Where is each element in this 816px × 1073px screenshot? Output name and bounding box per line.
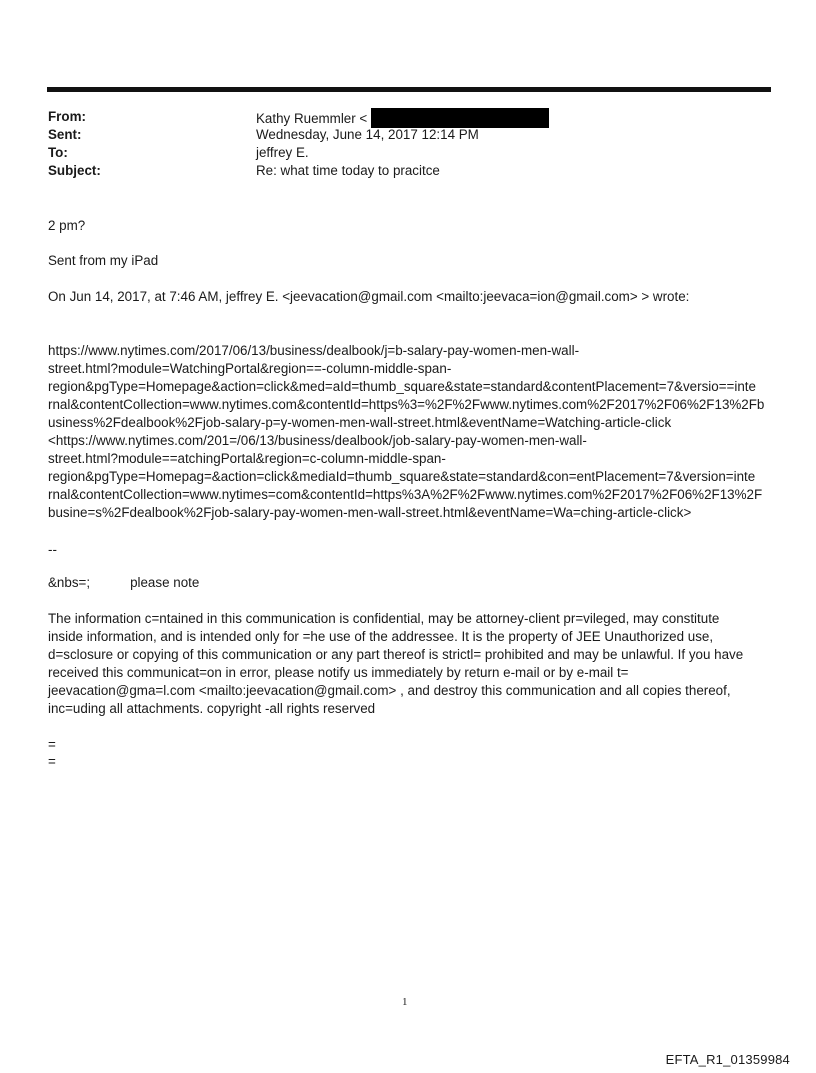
disclaimer-line: d=sclosure or copying of this communication or any part thereof is strictl= prohibited and may be unlawful. If you have (48, 647, 744, 662)
disclaimer-line: received this communicat=on in error, please notify us immediately by return e-mail or by e-mail t= (48, 665, 629, 680)
nbsp-text: &nbs=; (48, 575, 91, 590)
url-line[interactable]: street.html?module==atchingPortal&region=c-column-middle-span- (48, 451, 446, 466)
url-line[interactable]: <https://www.nytimes.com/201=/06/13/business/dealbook/job-salary-pay-women-men-wall- (48, 433, 587, 448)
from-value (256, 108, 549, 128)
subject-label: Subject: (48, 163, 101, 178)
quote-header: On Jun 14, 2017, at 7:46 AM, jeffrey E. <jeevacation@gmail.com <mailto:jeevaca=ion@gmail.com> > wrote: (48, 289, 690, 304)
sent-from-ipad: Sent from my iPad (48, 253, 159, 268)
url-line[interactable]: usiness%2Fdealbook%2Fjob-salary-p=y-women-men-wall-street.html&eventName=Watching-article-click (48, 415, 672, 430)
disclaimer-line: The information c=ntained in this communication is confidential, may be attorney-client pr=vileged, may constitute (48, 611, 720, 626)
reply-text: 2 pm? (48, 218, 86, 233)
url-line[interactable]: rnal&contentCollection=www.nytimes.com&contentId=https%3=%2F%2Fwww.nytimes.com%2F2017%2F06%2F13%2Fb (48, 397, 765, 412)
header-rule (47, 87, 771, 92)
to-label: To: (48, 145, 68, 160)
disclaimer-line: inside information, and is intended only for =he use of the addressee. It is the property of JEE Unauthorized use, (48, 629, 714, 644)
subject-value: Re: what time today to pracitce (256, 163, 440, 178)
sent-label: Sent: (48, 127, 82, 142)
equals-line-1: = (48, 737, 56, 752)
sent-value: Wednesday, June 14, 2017 12:14 PM (256, 127, 479, 142)
url-line[interactable]: region&pgType=Homepag=&action=click&mediaId=thumb_square&state=standard&con=entPlacement=7&version=inte (48, 469, 756, 484)
to-value: jeffrey E. (256, 145, 309, 160)
from-label: From: (48, 109, 86, 124)
url-line[interactable]: busine=s%2Fdealbook%2Fjob-salary-pay-women-men-wall-street.html&eventName=Wa=ching-article-click> (48, 505, 692, 520)
disclaimer (48, 610, 772, 718)
redaction-box (371, 108, 549, 128)
url-line[interactable]: https://www.nytimes.com/2017/06/13/business/dealbook/j=b-salary-pay-women-men-wall- (48, 343, 580, 358)
url-line[interactable]: region&pgType=Homepage&action=click&med=aId=thumb_square&state=standard&contentPlacement=7&versio==inte (48, 379, 756, 394)
please-note-row (48, 574, 772, 592)
from-name: Kathy Ruemmler < (256, 111, 368, 126)
page-number: 1 (402, 996, 408, 1008)
quoted-url-block (48, 342, 772, 522)
disclaimer-line: jeevacation@gma=l.com <mailto:jeevacation@gmail.com> , and destroy this communication and all copies thereof, (48, 683, 731, 698)
url-line[interactable]: rnal&contentCollection=www.nytimes=com&contentId=https%3A%2F%2Fwww.nytimes.com%2F2017%2F06%2F13%2F (48, 487, 763, 502)
signature-dash: -- (48, 542, 57, 557)
equals-line-2: = (48, 754, 56, 769)
document-id: EFTA_R1_01359984 (665, 1052, 790, 1067)
url-line[interactable]: street.html?module=WatchingPortal&region==-column-middle-span- (48, 361, 452, 376)
disclaimer-line: inc=uding all attachments. copyright -all rights reserved (48, 701, 376, 716)
please-note-text: please note (130, 575, 200, 590)
